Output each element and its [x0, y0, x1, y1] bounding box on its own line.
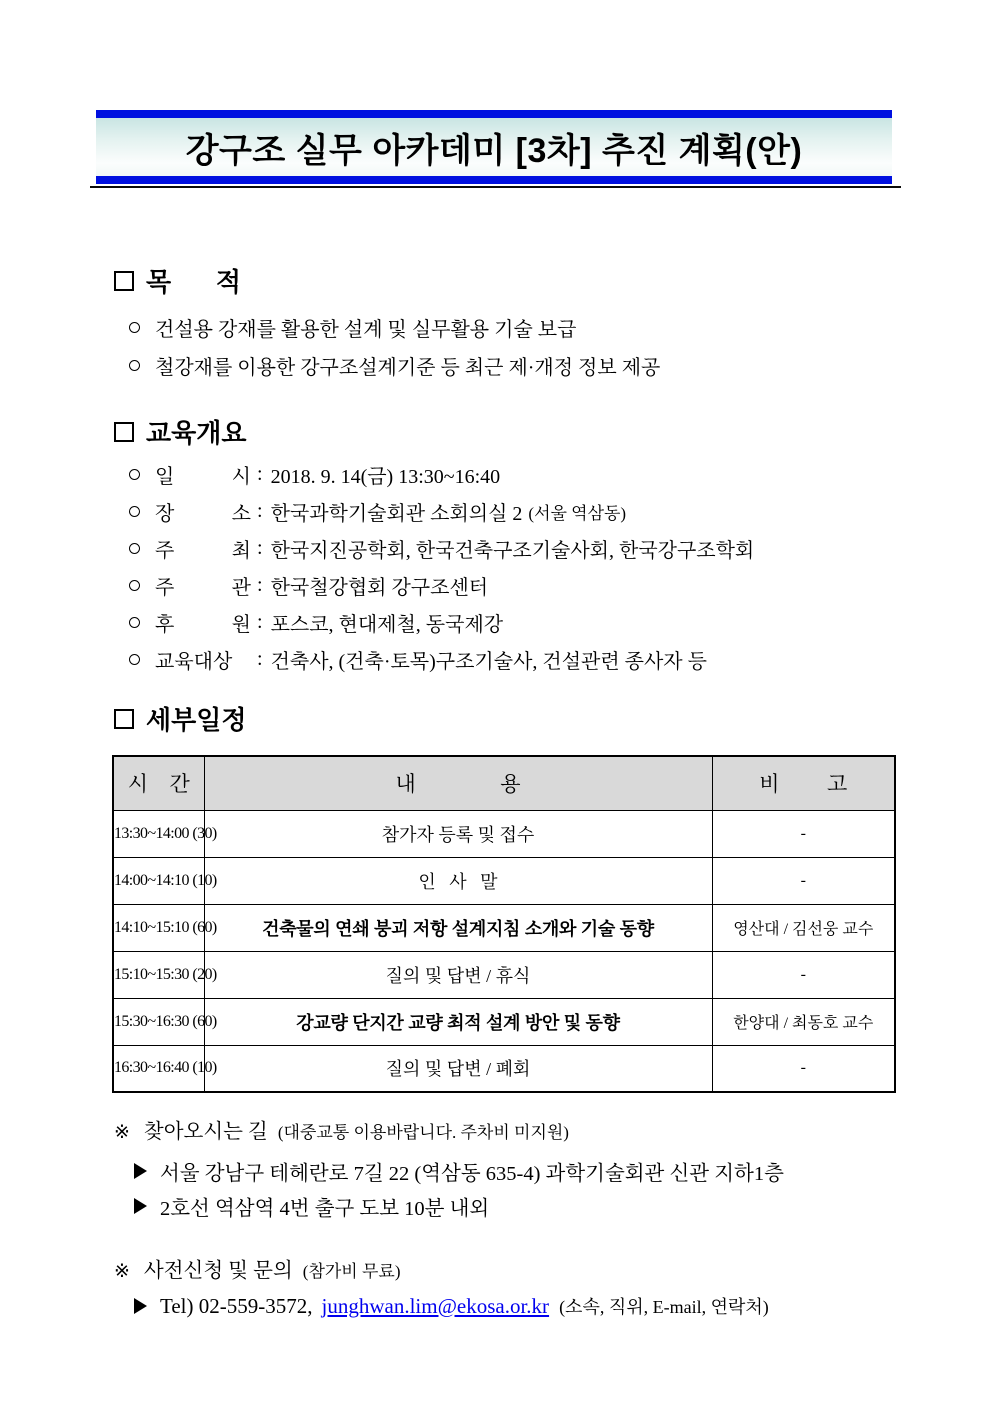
arrow-icon	[134, 1298, 147, 1314]
schedule-heading-label: 세부일정	[146, 705, 247, 735]
purpose-list	[127, 308, 660, 384]
table-row	[113, 904, 895, 951]
schedule-heading	[114, 700, 246, 737]
list-item	[127, 530, 760, 567]
list-item	[127, 308, 660, 346]
arrow-icon	[134, 1163, 147, 1179]
field-label: 주 최	[155, 540, 251, 562]
content-cell: 질의 및 답변 / 폐회	[204, 1045, 712, 1092]
field-value: 한국과학기술회관 소회의실 2	[270, 503, 523, 525]
content-cell: 건축물의 연쇄 붕괴 저항 설계지침 소개와 기술 동향	[204, 904, 712, 951]
separator: :	[257, 500, 263, 522]
directions-heading-label: 찾아오시는 길	[143, 1121, 268, 1143]
circle-bullet-icon	[129, 617, 140, 628]
banner-underline-rule	[90, 186, 901, 188]
reference-mark-icon: ※	[114, 1121, 130, 1143]
field-value: 포스코, 현대제철, 동국제강	[270, 614, 504, 636]
overview-list	[127, 456, 760, 678]
contact-required-fields-note: (소속, 직위, E-mail, 연락처)	[559, 1297, 769, 1317]
list-item	[127, 641, 760, 678]
note-cell: -	[712, 1045, 895, 1092]
registration-heading-note: (참가비 무료)	[302, 1262, 401, 1281]
time-cell: 16:30~16:40 (10)	[113, 1045, 204, 1092]
column-header-note	[712, 756, 895, 810]
directions-heading-note: (대중교통 이용바랍니다. 주차비 미지원)	[277, 1123, 569, 1142]
separator: :	[257, 648, 263, 670]
directions-heading	[114, 1114, 569, 1144]
schedule-table	[112, 755, 896, 1093]
circle-bullet-icon	[129, 580, 140, 591]
overview-heading-label: 교육개요	[146, 418, 247, 448]
arrow-icon	[134, 1198, 147, 1214]
registration-contact	[134, 1293, 769, 1319]
document-title: 강구조 실무 아카데미 [3차] 추진 계획(안)	[185, 131, 803, 170]
column-header-content	[204, 756, 712, 810]
overview-heading	[114, 413, 246, 450]
field-label: 주 관	[155, 577, 251, 599]
square-bullet-icon	[114, 709, 134, 729]
circle-bullet-icon	[129, 469, 140, 480]
table-row	[113, 810, 895, 857]
circle-bullet-icon	[129, 360, 140, 371]
list-item	[127, 456, 760, 493]
separator: :	[257, 537, 263, 559]
circle-bullet-icon	[129, 322, 140, 333]
field-value: 한국지진공학회, 한국건축구조기술사회, 한국강구조학회	[270, 540, 755, 562]
purpose-heading	[114, 262, 241, 299]
directions-item	[134, 1191, 489, 1221]
field-note: (서울 역삼동)	[528, 504, 627, 523]
list-item	[127, 567, 760, 604]
table-row	[113, 857, 895, 904]
field-value: 한국철강협회 강구조센터	[270, 577, 489, 599]
purpose-heading-label: 목 적	[146, 267, 241, 297]
field-label: 일 시	[155, 466, 251, 488]
directions-item	[134, 1156, 784, 1186]
purpose-item-text: 건설용 강재를 활용한 설계 및 실무활용 기술 보급	[155, 318, 577, 341]
list-item	[127, 604, 760, 641]
table-header-row	[113, 756, 895, 810]
list-item	[127, 493, 760, 530]
phone-number: Tel) 02-559-3572,	[160, 1293, 313, 1318]
content-cell: 인 사 말	[204, 857, 712, 904]
time-cell: 14:10~15:10 (60)	[113, 904, 204, 951]
separator: :	[257, 463, 263, 485]
table-row	[113, 951, 895, 998]
field-label: 교육대상	[155, 651, 233, 673]
content-cell: 질의 및 답변 / 휴식	[204, 951, 712, 998]
note-cell: -	[712, 810, 895, 857]
column-header-label: 내 용	[395, 772, 521, 797]
column-header-time	[113, 756, 204, 810]
registration-heading-label: 사전신청 및 문의	[143, 1260, 293, 1282]
time-cell: 14:00~14:10 (10)	[113, 857, 204, 904]
circle-bullet-icon	[129, 543, 140, 554]
note-cell: -	[712, 951, 895, 998]
separator: :	[257, 611, 263, 633]
square-bullet-icon	[114, 271, 134, 291]
square-bullet-icon	[114, 422, 134, 442]
field-value: 건축사, (건축·토목)구조기술사, 건설관련 종사자 등	[270, 651, 707, 673]
field-value: 2018. 9. 14(금) 13:30~16:40	[270, 466, 501, 488]
directions-item-text: 서울 강남구 테헤란로 7길 22 (역삼동 635-4) 과학기술회관 신관 지하1층	[160, 1163, 784, 1185]
field-label: 후 원	[155, 614, 251, 636]
email-link[interactable]: junghwan.lim@ekosa.or.kr	[321, 1293, 550, 1318]
circle-bullet-icon	[129, 654, 140, 665]
registration-heading	[114, 1253, 400, 1283]
content-cell: 강교량 단지간 교량 최적 설계 방안 및 동향	[204, 998, 712, 1045]
reference-mark-icon: ※	[114, 1260, 130, 1282]
column-header-label: 비 고	[759, 772, 848, 797]
purpose-item-text: 철강재를 이용한 강구조설계기준 등 최근 제·개정 정보 제공	[155, 356, 661, 379]
note-cell: -	[712, 857, 895, 904]
time-cell: 15:30~16:30 (60)	[113, 998, 204, 1045]
table-row	[113, 998, 895, 1045]
list-item	[127, 346, 660, 384]
table-row	[113, 1045, 895, 1092]
column-header-label: 시 간	[127, 772, 190, 797]
content-cell: 참가자 등록 및 접수	[204, 810, 712, 857]
note-cell: 영산대 / 김선웅 교수	[712, 904, 895, 951]
title-banner	[96, 110, 892, 184]
separator: :	[257, 574, 263, 596]
note-cell: 한양대 / 최동호 교수	[712, 998, 895, 1045]
circle-bullet-icon	[129, 506, 140, 517]
directions-item-text: 2호선 역삼역 4번 출구 도보 10분 내외	[160, 1198, 490, 1220]
time-cell: 13:30~14:00 (30)	[113, 810, 204, 857]
field-label: 장 소	[155, 503, 251, 525]
time-cell: 15:10~15:30 (20)	[113, 951, 204, 998]
